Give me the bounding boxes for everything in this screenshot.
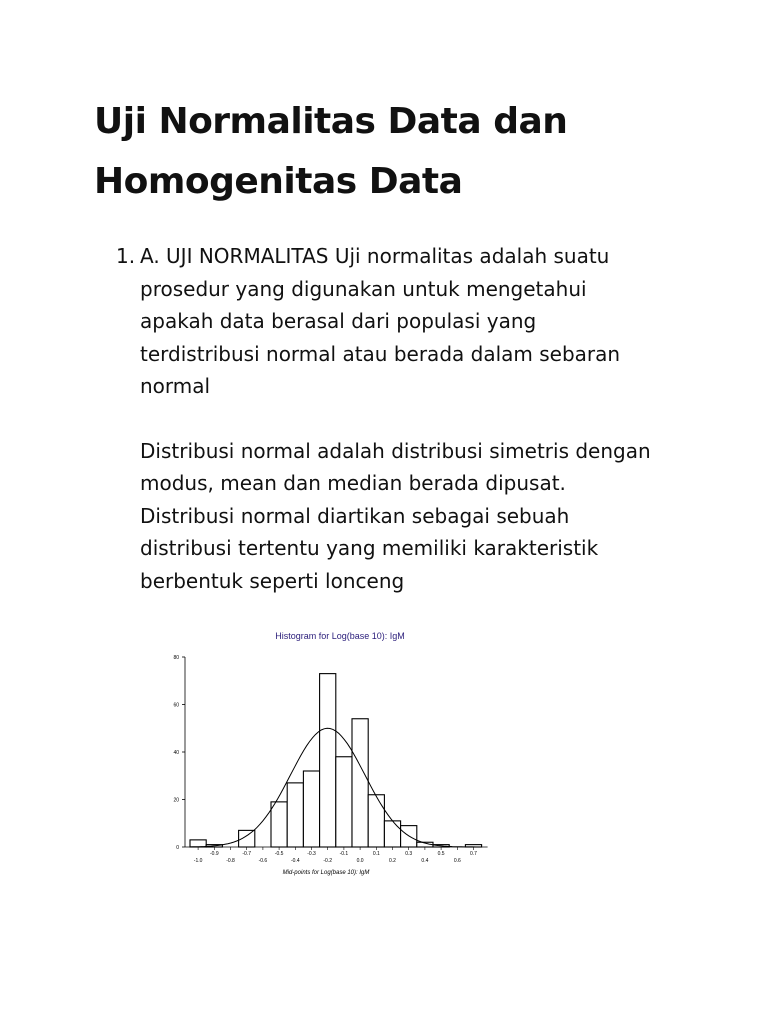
x-tick-label: -0.3 [307, 851, 316, 857]
x-tick-label: -0.1 [339, 851, 349, 857]
y-tick-label: 80 [173, 655, 179, 661]
histogram-bar [368, 795, 384, 847]
histogram-bar [287, 783, 303, 847]
x-axis-label: Mid-points for Log(base 10): IgM [282, 870, 370, 876]
x-tick-label: 0.6 [453, 858, 461, 864]
histogram-bar [303, 771, 319, 847]
text-line: A. UJI NORMALITAS Uji normalitas adalah suatu [140, 244, 610, 268]
x-tick-label: -0.2 [323, 858, 333, 864]
chart-title: Histogram for Log(base 10): IgM [275, 631, 405, 641]
histogram-bars [190, 674, 482, 847]
list-item-body [140, 240, 696, 597]
x-tick-label: -0.8 [226, 858, 235, 864]
page-title [94, 92, 714, 212]
list-marker: 1. [116, 244, 136, 268]
text-line: apakah data berasal dari populasi yang [140, 309, 537, 333]
y-tick-label: 20 [173, 797, 179, 804]
text-line: prosedur yang digunakan untuk mengetahui [140, 276, 587, 301]
histogram-bar [190, 840, 206, 847]
x-tick-label: -0.6 [258, 858, 268, 864]
numbered-list [116, 240, 696, 597]
text-line: distribusi tertentu yang memiliki karakteristik [140, 536, 599, 560]
x-tick-label: 0.2 [389, 858, 396, 864]
x-tick-label: 0.0 [356, 858, 364, 864]
normal-distribution-paragraph [140, 435, 696, 598]
x-tick-label: 0.7 [470, 851, 477, 857]
text-line: berbentuk seperti lonceng [140, 568, 405, 593]
y-tick-label: 40 [173, 750, 179, 756]
text-line: terdistribusi normal atau berada dalam sebaran [140, 341, 621, 366]
x-tick-label: 0.3 [405, 851, 413, 857]
definition-paragraph [140, 240, 696, 403]
x-tick-label: 0.1 [372, 851, 380, 857]
histogram-bar [271, 802, 287, 847]
x-tick-label: -0.4 [290, 858, 300, 864]
histogram-chart [160, 620, 500, 880]
list-item [116, 240, 696, 597]
histogram-bar [384, 821, 400, 847]
x-tick-label: -0.7 [242, 851, 252, 857]
histogram-bar [320, 674, 336, 847]
x-tick-label: 0.4 [421, 858, 429, 864]
text-line: Distribusi normal adalah distribusi simetris dengan [140, 438, 651, 463]
x-tick-label: -0.9 [209, 851, 219, 857]
x-tick-label: -0.5 [274, 851, 284, 857]
y-tick-label: 0 [176, 845, 179, 851]
histogram-bar [336, 757, 352, 847]
text-line: normal [140, 374, 211, 398]
y-tick-label: 60 [173, 702, 179, 709]
histogram-bar [352, 719, 368, 847]
title-line-2: Homogenitas Data [94, 161, 463, 202]
x-tick-label: 0.5 [437, 851, 445, 857]
text-line: Distribusi normal diartikan sebagai sebuah [140, 503, 570, 528]
x-tick-label: -1.0 [193, 858, 203, 864]
text-line: modus, mean dan median berada dipusat. [140, 471, 566, 495]
title-line-1: Uji Normalitas Data dan [94, 101, 568, 142]
